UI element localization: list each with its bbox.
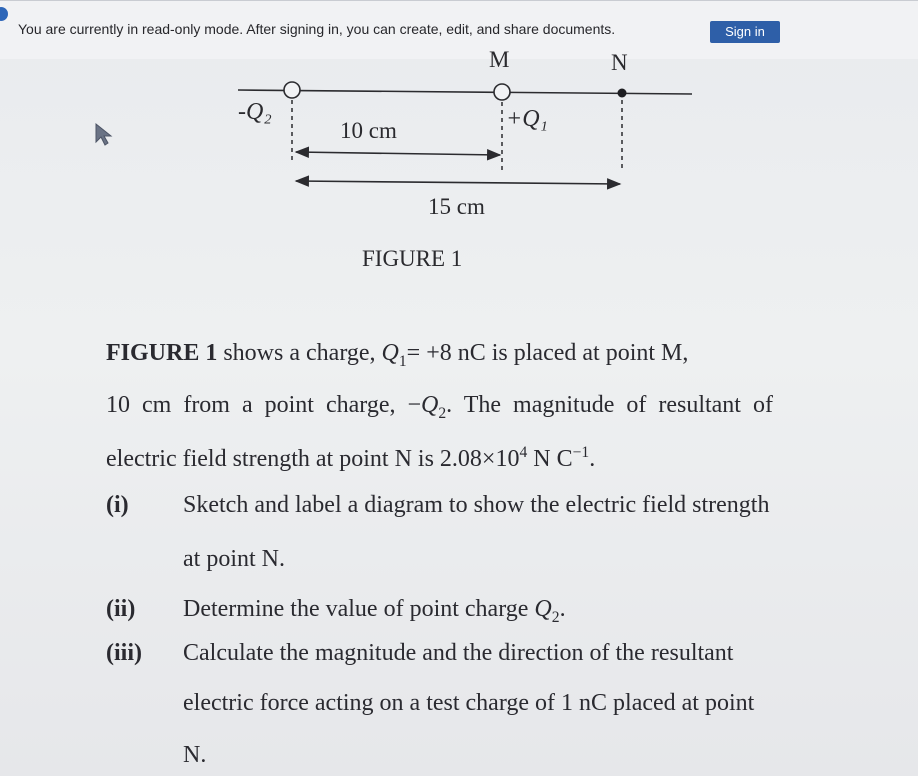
text-span: electric field strength at point N is [106,446,440,472]
charge-q1-marker [494,84,510,100]
label-15cm: 15 cm [428,194,485,219]
label-charge-q2: -Q₂ [238,99,272,125]
read-only-notice: You are currently in read-only mode. After signing in, you can create, edit, and share documents. [18,21,616,37]
text-span: shows a charge, [217,340,382,366]
part-i-number: (i) [106,492,129,518]
part-i-line-1: Sketch and label a diagram to show the electric field strength [183,492,770,518]
part-iii-line-1: Calculate the magnitude and the direction of the resultant [183,640,734,666]
part-ii-number: (ii) [106,596,136,622]
subscript: 2 [551,608,560,626]
label-charge-q1: +Q₁ [506,106,548,132]
question-line-3 [106,444,595,473]
question-line-1 [106,340,688,371]
field-value: 2.08×10 [439,446,520,472]
part-ii-line-1 [183,596,566,627]
part-iii-line-3: N. [183,742,207,768]
text-span: = +8 nC is placed at point M, [406,340,689,366]
charge-q2-marker [284,82,300,98]
unit-text: N C [527,446,573,472]
part-iii-line-2: electric force acting on a test charge of 1 nC placed at point [183,690,755,716]
text-span: . [589,446,596,472]
subscript: 1 [398,352,407,370]
part-i-line-2: at point N. [183,546,285,572]
distance-10cm-arrow [296,152,500,155]
sign-in-button[interactable]: Sign in [710,21,780,43]
part-iii-number: (iii) [106,640,142,666]
figure-1 [0,0,918,300]
symbol-q: Q [421,392,439,418]
distance-15cm-arrow [296,181,620,184]
question-line-2 [106,392,773,423]
symbol-q: Q [534,596,552,622]
subscript: 2 [438,404,447,422]
figure-reference: FIGURE 1 [106,340,218,366]
text-span: . The magnitude of resultant of [446,392,773,418]
text-span: . [559,596,566,622]
symbol-q: Q [381,340,399,366]
label-10cm: 10 cm [340,118,397,143]
text-span: 10 cm from a point charge, − [106,392,422,418]
text-span: Determine the value of point charge [183,596,535,622]
superscript: 4 [519,444,528,461]
figure-caption: FIGURE 1 [362,246,463,271]
label-m: M [489,47,510,72]
label-n: N [611,50,628,75]
superscript: −1 [572,444,590,461]
point-n-marker [618,89,627,98]
